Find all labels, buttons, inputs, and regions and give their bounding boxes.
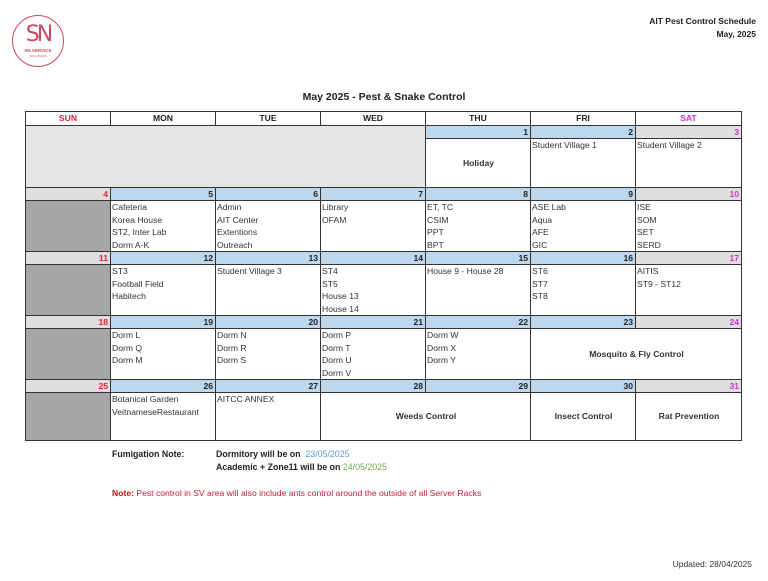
location-item: Dorm Y xyxy=(427,355,456,365)
day-cell xyxy=(216,265,321,316)
location-item: ST8 xyxy=(532,291,548,301)
location-item: House 9 - House 28 xyxy=(427,266,504,276)
day-cell xyxy=(426,265,531,316)
location-item: SOM xyxy=(637,214,657,225)
location-item: Dorm R xyxy=(217,342,247,353)
location-item: Admin xyxy=(217,202,242,212)
week-4-content xyxy=(26,329,742,380)
logo-tagline: SOLUTIONS xyxy=(29,54,47,58)
fumigation-text: Academic + Zone11 will be on xyxy=(216,462,341,472)
date-number: 3 xyxy=(636,126,742,139)
sn-service-logo xyxy=(12,15,64,67)
location-item: Library xyxy=(322,202,349,212)
location-item: Korea House xyxy=(112,214,163,225)
day-cell xyxy=(321,201,426,252)
date-number: 13 xyxy=(216,252,321,265)
location-item: ST3 xyxy=(112,266,128,276)
weekday-sat: SAT xyxy=(636,112,742,126)
location-item: House 13 xyxy=(322,291,359,301)
date-number: 19 xyxy=(111,316,216,329)
location-item: Aqua xyxy=(532,214,553,225)
day-cell xyxy=(111,265,216,316)
sunday-off-cell xyxy=(26,393,111,441)
location-item: ET, TC xyxy=(427,202,454,212)
fumigation-date-dormitory: 23/05/2025 xyxy=(305,449,350,459)
day-cell xyxy=(531,139,636,188)
date-number: 20 xyxy=(216,316,321,329)
location-item: Dorm S xyxy=(217,355,247,365)
day-cell xyxy=(531,265,636,316)
location-item: Dorm M xyxy=(112,355,143,365)
weekday-tue: TUE xyxy=(216,112,321,126)
location-item: AIT Center xyxy=(217,214,259,225)
week-5-dates xyxy=(26,380,742,393)
fumigation-line-dormitory xyxy=(216,449,349,459)
logo-mark: SN xyxy=(25,22,51,47)
location-item: Habitech xyxy=(112,291,146,301)
date-number: 23 xyxy=(531,316,636,329)
location-item: GIC xyxy=(532,239,548,250)
location-item: ST6 xyxy=(532,266,548,276)
location-item: Cafeteria xyxy=(112,202,147,212)
date-number: 2 xyxy=(531,126,636,139)
weekday-sun: SUN xyxy=(26,112,111,126)
activity-label: Insect Control xyxy=(554,411,613,422)
date-number: 16 xyxy=(531,252,636,265)
doc-title: AIT Pest Control Schedule xyxy=(649,16,756,26)
week-4-dates xyxy=(26,316,742,329)
date-number: 24 xyxy=(636,316,742,329)
location-item: Dorm T xyxy=(322,342,351,353)
location-item: AFE xyxy=(532,227,549,237)
location-item: ISE xyxy=(637,202,651,212)
location-item: Extentions xyxy=(217,227,258,237)
location-item: ST5 xyxy=(322,278,338,289)
location-item: VeitnameseRestaurant xyxy=(112,406,199,417)
location-item: Dorm N xyxy=(217,330,247,340)
sunday-off-cell xyxy=(26,265,111,316)
weeds-control-cell xyxy=(321,393,531,441)
day-cell xyxy=(111,393,216,441)
doc-period: May, 2025 xyxy=(716,29,756,39)
weekday-thu: THU xyxy=(426,112,531,126)
date-number: 31 xyxy=(636,380,742,393)
rat-prevention-cell xyxy=(636,393,742,441)
fumigation-date-academic: 24/05/2025 xyxy=(342,462,387,472)
holiday-cell xyxy=(426,139,531,188)
location-item: Football Field xyxy=(112,278,164,289)
day-cell xyxy=(636,139,742,188)
note-label: Note: xyxy=(112,488,134,498)
fumigation-text: Dormitory will be on xyxy=(216,449,301,459)
location-item: Student Village 3 xyxy=(217,266,282,276)
date-number: 29 xyxy=(426,380,531,393)
holiday-label: Holiday xyxy=(462,157,495,168)
date-number: 9 xyxy=(531,188,636,201)
location-item: Outreach xyxy=(217,239,253,250)
note-text: Pest control in SV area will also include ants control around the outside of all Server Racks xyxy=(136,488,482,498)
mosquito-fly-control-cell xyxy=(531,329,742,380)
weekday-wed: WED xyxy=(321,112,426,126)
location-item: Botanical Garden xyxy=(112,394,179,404)
calendar-title: May 2025 - Pest & Snake Control xyxy=(302,91,466,103)
day-cell xyxy=(426,329,531,380)
week-3-content xyxy=(26,265,742,316)
sunday-off-cell xyxy=(26,201,111,252)
activity-label: Weeds Control xyxy=(395,411,457,422)
activity-label: Rat Prevention xyxy=(658,411,720,422)
sunday-off-cell xyxy=(26,329,111,380)
date-number: 22 xyxy=(426,316,531,329)
location-item: Dorm A-K xyxy=(112,239,150,250)
day-cell xyxy=(216,329,321,380)
location-item: ST4 xyxy=(322,266,338,276)
location-item: Dorm V xyxy=(322,367,352,378)
ants-control-note xyxy=(112,488,481,498)
day-cell xyxy=(321,265,426,316)
weekday-header-row xyxy=(26,112,742,126)
document-header xyxy=(649,15,756,41)
weekday-mon: MON xyxy=(111,112,216,126)
date-number: 14 xyxy=(321,252,426,265)
location-item: House 14 xyxy=(322,303,359,314)
day-cell xyxy=(111,329,216,380)
location-item: Dorm L xyxy=(112,330,141,340)
week-2-content xyxy=(26,201,742,252)
day-cell xyxy=(111,201,216,252)
date-number: 28 xyxy=(321,380,426,393)
date-number: 10 xyxy=(636,188,742,201)
date-number: 1 xyxy=(426,126,531,139)
date-number: 21 xyxy=(321,316,426,329)
updated-date: Updated: 28/04/2025 xyxy=(672,559,752,569)
day-cell xyxy=(636,201,742,252)
location-item: ASE Lab xyxy=(532,202,566,212)
location-item: ST9 - ST12 xyxy=(637,278,681,289)
date-number: 12 xyxy=(111,252,216,265)
day-cell xyxy=(216,393,321,441)
location-item: ST2, Inter Lab xyxy=(112,227,167,237)
date-number: 18 xyxy=(26,316,111,329)
location-item: Dorm P xyxy=(322,330,352,340)
date-number: 25 xyxy=(26,380,111,393)
date-number: 26 xyxy=(111,380,216,393)
location-item: OFAM xyxy=(322,214,347,225)
location-item: SERD xyxy=(637,239,661,250)
location-item: Dorm Q xyxy=(112,342,143,353)
week-3-dates xyxy=(26,252,742,265)
date-number: 6 xyxy=(216,188,321,201)
day-cell xyxy=(531,201,636,252)
location-item: Student Village 1 xyxy=(532,140,597,150)
location-item: PPT xyxy=(427,227,444,237)
day-cell xyxy=(321,329,426,380)
empty-days-block xyxy=(26,126,426,188)
location-item: AITCC ANNEX xyxy=(217,394,275,404)
weekday-fri: FRI xyxy=(531,112,636,126)
date-number: 11 xyxy=(26,252,111,265)
date-number: 30 xyxy=(531,380,636,393)
week-1-dates xyxy=(26,126,742,139)
fumigation-line-academic xyxy=(216,462,387,472)
date-number: 5 xyxy=(111,188,216,201)
location-item: BPT xyxy=(427,239,444,250)
day-cell xyxy=(216,201,321,252)
location-item: SET xyxy=(637,227,654,237)
week-2-dates xyxy=(26,188,742,201)
date-number: 15 xyxy=(426,252,531,265)
date-number: 17 xyxy=(636,252,742,265)
date-number: 27 xyxy=(216,380,321,393)
location-item: Dorm X xyxy=(427,342,457,353)
calendar-grid xyxy=(25,111,742,441)
location-item: AITIS xyxy=(637,266,659,276)
day-cell xyxy=(426,201,531,252)
fumigation-label: Fumigation Note: xyxy=(112,449,185,459)
insect-control-cell xyxy=(531,393,636,441)
logo-name: SN SERVICE xyxy=(24,48,52,53)
location-item: Dorm U xyxy=(322,355,352,365)
location-item: ST7 xyxy=(532,278,548,289)
date-number: 8 xyxy=(426,188,531,201)
location-item: CSIM xyxy=(427,214,449,225)
location-item: Dorm W xyxy=(427,330,459,340)
date-number: 7 xyxy=(321,188,426,201)
activity-label: Mosquito & Fly Control xyxy=(589,348,684,359)
day-cell xyxy=(636,265,742,316)
location-item: Student Village 2 xyxy=(637,140,702,150)
week-5-content xyxy=(26,393,742,441)
date-number: 4 xyxy=(26,188,111,201)
